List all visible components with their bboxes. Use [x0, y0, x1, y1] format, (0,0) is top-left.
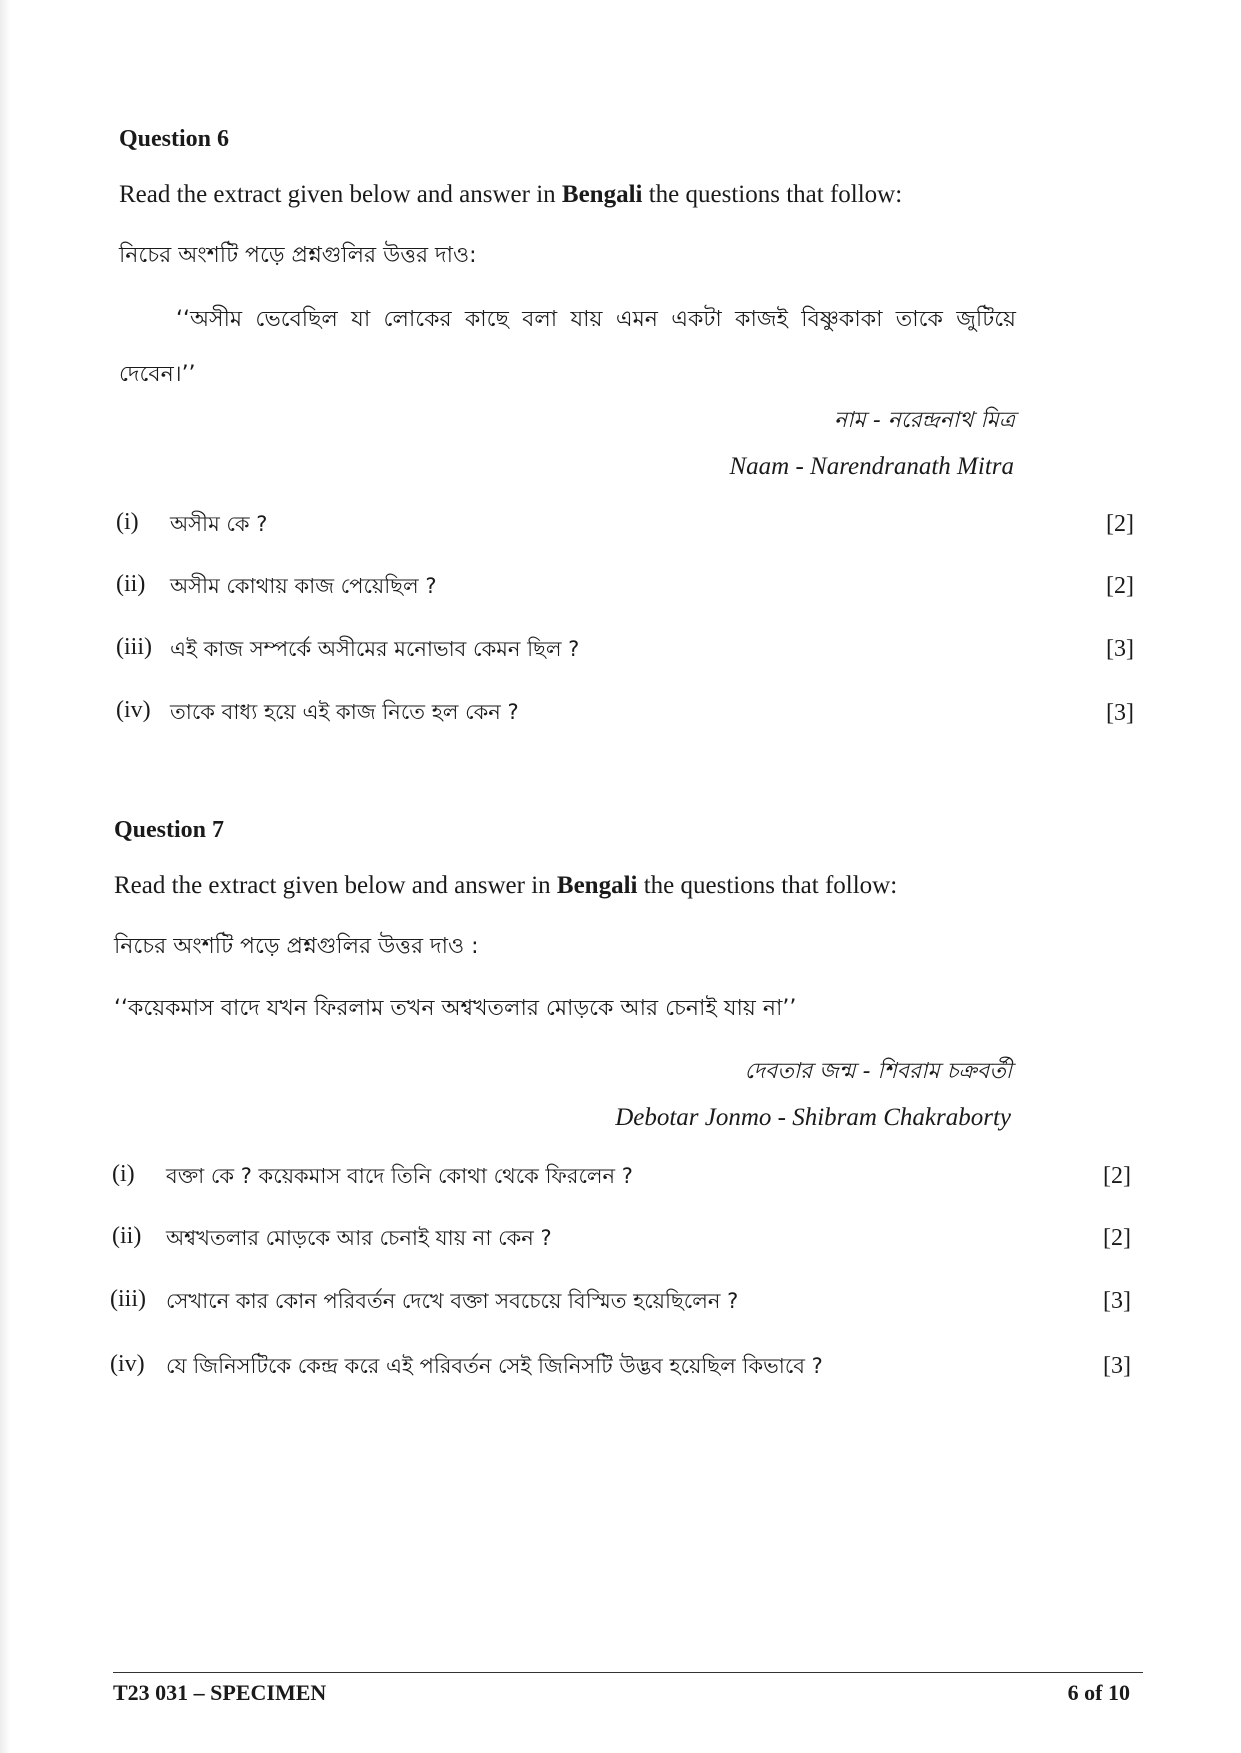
question-7-instruction	[114, 872, 897, 900]
question-6-item-marks: [2]	[1106, 511, 1134, 537]
instruction-text: the questions that follow:	[637, 872, 898, 899]
question-7-heading: Question 7	[114, 817, 225, 843]
question-7-item-text: যে জিনিসটিকে কেন্দ্র করে এই পরিবর্তন সেই জিনিসটি উদ্ভব হয়েছিল কিভাবে ?	[166, 1354, 823, 1378]
instruction-bold: Bengali	[561, 181, 643, 208]
question-7-source-bengali: দেবতার জন্ম - শিবরাম চক্রবর্তী	[744, 1059, 1012, 1084]
instruction-bold: Bengali	[556, 872, 638, 899]
question-6-quote-line-2: দেবেন।’’	[119, 362, 196, 387]
question-7-item-marks: [2]	[1103, 1225, 1131, 1251]
question-6-item-marks: [3]	[1106, 636, 1134, 662]
question-7-source-english: Debotar Jonmo - Shibram Chakraborty	[615, 1104, 1011, 1131]
question-7-instruction-bengali: নিচের অংশটি পড়ে প্রশ্নগুলির উত্তর দাও :	[114, 934, 479, 959]
question-7-item-marks: [3]	[1103, 1288, 1131, 1314]
question-7-item-number: (iv)	[110, 1351, 145, 1377]
question-7-item-text: সেখানে কার কোন পরিবর্তন দেখে বক্তা সবচেয়ে বিস্মিত হয়েছিলেন ?	[166, 1289, 739, 1313]
question-6-item-number: (i)	[116, 509, 139, 535]
question-6-item-text: অসীম কে ?	[170, 512, 268, 536]
question-6-item-text: অসীম কোথায় কাজ পেয়েছিল ?	[170, 574, 437, 598]
question-7-item-text: বক্তা কে ? কয়েকমাস বাদে তিনি কোথা থেকে ফিরলেন ?	[166, 1164, 633, 1188]
footer-paper-code: T23 031 – SPECIMEN	[113, 1680, 327, 1705]
question-6-quote-line-1: ‘‘অসীম ভেবেছিল যা লোকের কাছে বলা যায় এমন একটা কাজই বিষ্ণুকাকা তাকে জুটিয়ে	[176, 307, 1016, 332]
question-6-item-text: এই কাজ সম্পর্কে অসীমের মনোভাব কেমন ছিল ?	[170, 637, 580, 661]
question-6-source-bengali: নাম - নরেন্দ্রনাথ মিত্র	[834, 408, 1015, 433]
instruction-text: Read the extract given below and answer in	[119, 181, 562, 208]
question-6-heading: Question 6	[119, 126, 230, 152]
question-7-item-marks: [2]	[1103, 1163, 1131, 1189]
question-7-item-marks: [3]	[1103, 1353, 1131, 1379]
question-6-item-number: (iii)	[116, 634, 152, 660]
question-7-item-text: অশ্বখতলার মোড়কে আর চেনাই যায় না কেন ?	[166, 1226, 552, 1250]
question-7-item-number: (i)	[112, 1161, 135, 1187]
instruction-text: the questions that follow:	[642, 181, 903, 208]
question-6-item-marks: [2]	[1106, 573, 1134, 599]
question-6-item-text: তাকে বাধ্য হয়ে এই কাজ নিতে হল কেন ?	[170, 700, 519, 724]
question-6-instruction-bengali: নিচের অংশটি পড়ে প্রশ্নগুলির উত্তর দাও:	[119, 243, 477, 268]
instruction-text: Read the extract given below and answer in	[114, 872, 557, 899]
question-6-source-english: Naam - Narendranath Mitra	[729, 453, 1014, 480]
question-6-item-number: (ii)	[116, 571, 146, 597]
question-6-item-marks: [3]	[1106, 700, 1134, 726]
question-6-item-number: (iv)	[116, 697, 151, 723]
question-7-item-number: (iii)	[110, 1286, 146, 1312]
page-edge-shadow	[0, 0, 10, 1753]
question-6-instruction	[119, 181, 902, 209]
question-7-quote-line-1: ‘‘কয়েকমাস বাদে যখন ফিরলাম তখন অশ্বখতলার মোড়কে আর চেনাই যায় না’’	[114, 996, 797, 1021]
footer-page-number: 6 of 10	[1067, 1680, 1130, 1705]
question-7-item-number: (ii)	[112, 1223, 142, 1249]
footer-divider	[113, 1672, 1143, 1673]
